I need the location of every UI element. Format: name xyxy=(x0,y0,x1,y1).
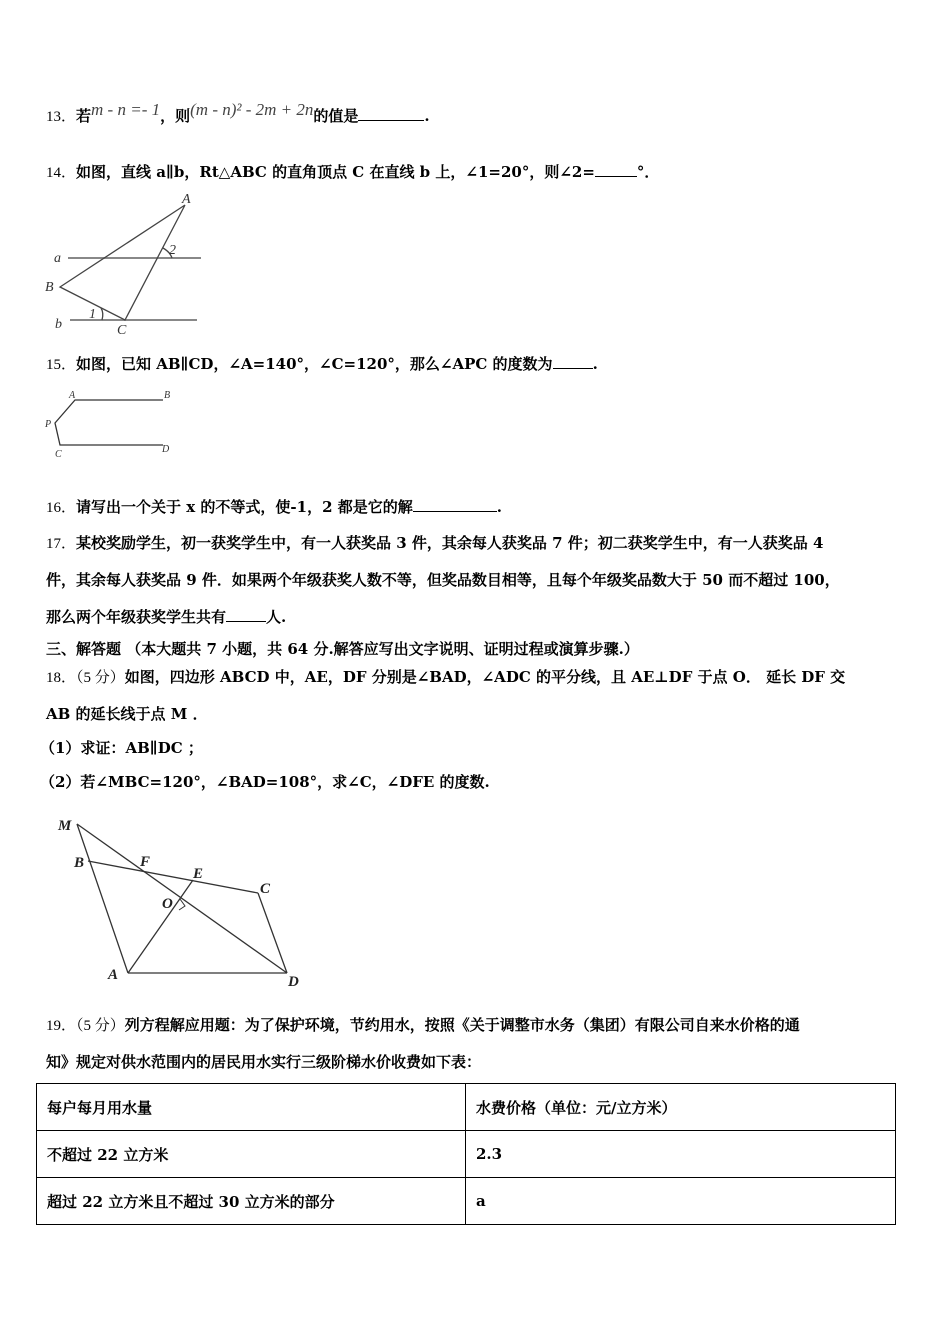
question-16: 16．请写出一个关于 x 的不等式，使-1，2 都是它的解 . xyxy=(46,498,502,516)
svg-text:P: P xyxy=(45,419,52,430)
svg-text:M: M xyxy=(58,818,72,834)
svg-text:F: F xyxy=(140,854,151,870)
question-13: 13．若m - n =- 1，则(m - n)² - 2m + 2n的值是 . xyxy=(46,100,430,125)
question-18-line2: AB 的延长线于点 M ． xyxy=(46,705,208,723)
water-price-table xyxy=(36,1083,896,1225)
svg-text:B: B xyxy=(164,390,171,401)
question-19-line2: 知》规定对供水范围内的居民用水实行三级阶梯水价收费如下表： xyxy=(46,1053,482,1071)
question-15: 15．如图，已知 AB∥CD，∠A=140°，∠C=120°，那么∠APC 的度数为 . xyxy=(46,355,598,373)
svg-text:A: A xyxy=(69,390,76,401)
svg-text:B: B xyxy=(74,855,85,871)
question-17-line2: 件，其余每人获奖品 9 件．如果两个年级获奖人数不等，但奖品数目相等，且每个年级奖品数大于 50 而不超过 100， xyxy=(46,571,840,589)
svg-text:C: C xyxy=(55,449,62,460)
question-19: 19．（5 分）列方程解应用题：为了保护环境，节约用水，按照《关于调整市水务（集团）有限公司自来水价格的通 xyxy=(46,1016,800,1034)
table-row: 超过 22 立方米且不超过 30 立方米的部分 a xyxy=(37,1178,896,1225)
question-17-line3: 那么两个年级获奖学生共有 人. xyxy=(46,608,287,626)
answer-blank[interactable] xyxy=(595,162,637,177)
svg-text:O: O xyxy=(162,896,173,912)
svg-text:C: C xyxy=(260,881,271,897)
question-14: 14．如图，直线 a∥b，Rt△ABC 的直角顶点 C 在直线 b 上，∠1=20°，则∠2= °． xyxy=(46,163,660,181)
section-heading: 三、解答题 （本大题共 7 小题，共 64 分.解答应写出文字说明、证明过程或演算步骤.） xyxy=(46,640,639,658)
svg-text:a: a xyxy=(54,251,61,266)
svg-text:A: A xyxy=(182,192,191,207)
table-row: 不超过 22 立方米 2.3 xyxy=(37,1131,896,1178)
question-17: 17．某校奖励学生，初一获奖学生中，有一人获奖品 3 件，其余每人获奖品 7 件；初二获奖学生中，有一人获奖品 4 xyxy=(46,534,824,552)
svg-text:B: B xyxy=(45,280,54,295)
svg-text:E: E xyxy=(193,866,204,882)
answer-blank[interactable] xyxy=(553,354,593,369)
svg-text:D: D xyxy=(162,444,170,455)
question-18-part1: （1）求证：AB∥DC ； xyxy=(40,739,203,757)
table-header-row: 每户每月用水量 水费价格（单位：元/立方米） xyxy=(37,1084,896,1131)
answer-blank[interactable] xyxy=(413,497,497,512)
svg-text:b: b xyxy=(55,317,62,332)
svg-text:D: D xyxy=(288,974,299,990)
question-18-part2: （2）若∠MBC=120°，∠BAD=108°，求∠C，∠DFE 的度数. xyxy=(40,773,490,791)
svg-text:1: 1 xyxy=(89,307,96,322)
svg-text:A: A xyxy=(108,967,119,983)
svg-text:C: C xyxy=(117,323,127,338)
figure-18 xyxy=(0,0,320,1000)
svg-text:2: 2 xyxy=(169,243,176,258)
question-18: 18．（5 分）如图，四边形 ABCD 中，AE，DF 分别是∠BAD，∠ADC 的平分线，且 AE⊥DF 于点 O． 延长 DF 交 xyxy=(46,668,846,686)
answer-blank[interactable] xyxy=(358,106,424,121)
